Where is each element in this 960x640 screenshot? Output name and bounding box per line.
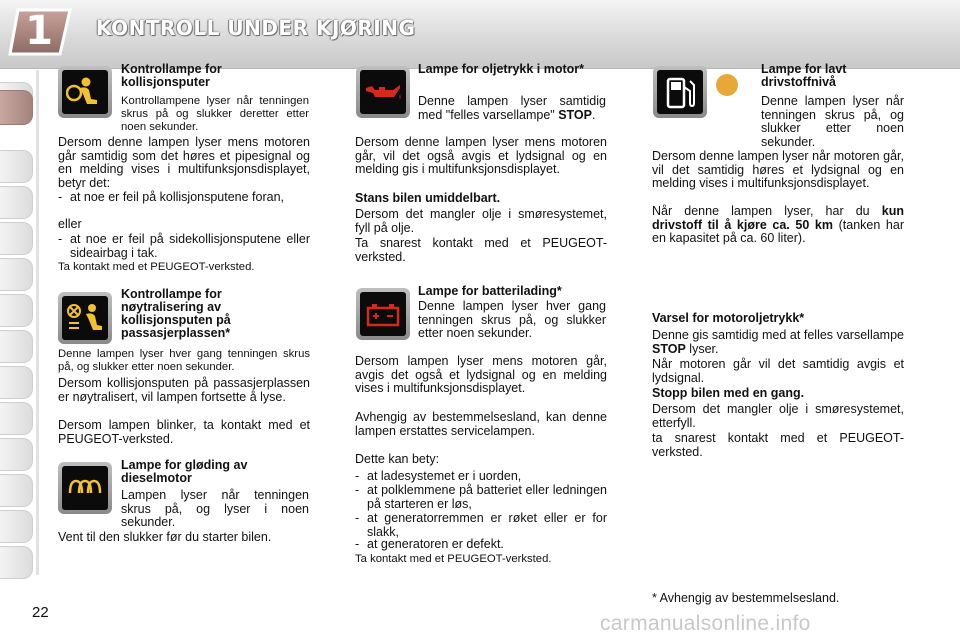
page-title: KONTROLL UNDER KJØRING (96, 16, 416, 40)
paragraph: Når motoren går vil det samtidig avgis et lydsignal. (652, 357, 904, 385)
paragraph: Dersom det mangler olje i smøresystemet, etterfyll. (652, 402, 904, 430)
footnote: * Avhengig av bestemmelsesland. (652, 591, 840, 605)
section-intro: Kontrollampene lyser når tenningen skrus på og slukker deretter etter noen sekunder. (121, 95, 309, 133)
page-number: 22 (32, 604, 49, 621)
chapter-tab[interactable] (0, 258, 33, 291)
glow-lamp-box (58, 462, 112, 514)
section-intro: Denne lampen lyser hver gang tenningen skrus på, og slukker etter noen sekunder. (418, 299, 606, 340)
chapter-tab[interactable] (0, 366, 33, 399)
chapter-tabs (0, 70, 36, 580)
bullet-item: at polklemmene på batteriet eller ledningen på starteren er løs, (367, 483, 607, 511)
section-title: Lampe for gløding av dieselmotor (121, 458, 248, 485)
section-intro: Denne lampen lyser samtidig med "felles varsellampe" STOP. (418, 94, 606, 122)
oil-pressure-icon (363, 79, 403, 105)
page-header (0, 0, 960, 69)
section-title: Varsel for motoroljetrykk* (652, 311, 805, 325)
watermark: carmanualsonline.info (600, 612, 811, 635)
bullet-item: at generatorremmen er røket eller er for slakk, (367, 511, 607, 539)
paragraph: Vent til den slukker før du starter bilen. (58, 530, 272, 544)
chapter-tab[interactable] (0, 222, 33, 255)
battery-charge-icon (365, 301, 401, 327)
paragraph: Dersom denne lampen lyser når motoren går, vil det samtidig høres et lydsignal og en melding vises i multifunksjonsdisplayet. (652, 149, 904, 190)
section-title: Kontrollampe for nøytralisering av kollisjonsputen på passasjerplassen* (121, 287, 231, 340)
paragraph: Ta kontakt med et PEUGEOT-verksted. (355, 553, 552, 565)
chapter-tab[interactable] (0, 546, 33, 579)
section-intro: Lampen lyser når tenningen skrus på, og lyser i noen sekunder. (121, 488, 309, 529)
chapter-tab[interactable] (0, 474, 33, 507)
bullet-item: at noe er feil på kollisjonsputene foran, (70, 190, 285, 204)
section-title: Lampe for batterilading* (418, 284, 562, 298)
passenger-airbag-off-icon (65, 301, 105, 335)
chapter-tab[interactable] (0, 186, 33, 219)
paragraph: Dersom lampen blinker, ta kontakt med et PEUGEOT-verksted. (58, 418, 310, 446)
paragraph: Dersom lampen lyser mens motoren går, avgis det også et lydsignal og en melding vises i multifunksjonsdisplayet. (355, 354, 607, 395)
section-title: Lampe for oljetrykk i motor* (418, 62, 585, 76)
paragraph: ta snarest kontakt med et PEUGEOT-verksted. (652, 431, 904, 459)
chapter-tab-active[interactable] (0, 90, 33, 125)
side-rail (36, 70, 39, 575)
glow-plug-icon (66, 473, 104, 503)
chapter-tab[interactable] (0, 294, 33, 327)
paragraph: Ta snarest kontakt med et PEUGEOT-verksted. (355, 236, 607, 264)
paragraph: Når denne lampen lyser, har du kun drivstoff til å kjøre ca. 50 km (tanken har en kapasitet på ca. 60 liter). (652, 204, 904, 245)
paragraph: Dette kan bety: (355, 452, 440, 466)
airbag-lamp-box (58, 66, 112, 118)
chapter-number: 1 (25, 8, 53, 54)
oil-lamp-box (356, 66, 410, 118)
chapter-tab[interactable] (0, 438, 33, 471)
chapter-tab[interactable] (0, 150, 33, 183)
bullet-item: at ladesystemet er i uorden, (367, 469, 522, 483)
paragraph: Dersom det mangler olje i smøresystemet, fyll på olje. (355, 207, 607, 235)
paragraph: Denne gis samtidig med at felles varsellampe STOP lyser. (652, 328, 904, 356)
battery-lamp-box (356, 288, 410, 340)
bullet-item: at generatoren er defekt. (367, 537, 504, 551)
section-intro: Denne lampen lyser når tenningen skrus på, og slukker etter noen sekunder. (761, 94, 904, 149)
airbag-off-lamp-box (58, 292, 112, 344)
paragraph: Avhengig av bestemmelsesland, kan denne lampen erstattes servicelampen. (355, 410, 607, 438)
section-title: Lampe for lavt drivstoffnivå (761, 62, 847, 89)
fuel-lamp-box (653, 66, 707, 118)
paragraph: Ta kontakt med et PEUGEOT-verksted. (58, 261, 255, 273)
warning-text: Stopp bilen med en gang. (652, 386, 805, 400)
amber-indicator-icon (714, 72, 740, 98)
paragraph: Dersom kollisjonsputen på passasjerplassen er nøytralisert, vil lampen fortsette å lyse. (58, 376, 310, 404)
paragraph: Dersom denne lampen lyser mens motoren går, vil det også avgis et lydsignal og en melding gis i multifunksjonsdisplayet. (355, 135, 607, 176)
low-fuel-icon (663, 73, 697, 111)
warning-text: Stans bilen umiddelbart. (355, 191, 501, 205)
chapter-tab[interactable] (0, 510, 33, 543)
section-intro: Denne lampen lyser hver gang tenningen skrus på, og slukker etter noen sekunder. (58, 348, 310, 373)
bullet-item: at noe er feil på sidekollisjonsputene eller sideairbag i tak. (70, 232, 310, 260)
section-title: Kontrollampe for kollisjonsputer (121, 62, 222, 89)
paragraph: Dersom denne lampen lyser mens motoren går samtidig som det høres et pipesignal og en melding vises i multifunksjonsdisplayet, betyr det: (58, 135, 310, 190)
airbag-warning-icon (66, 75, 104, 109)
chapter-tab[interactable] (0, 402, 33, 435)
paragraph: eller (58, 217, 82, 231)
chapter-tab[interactable] (0, 330, 33, 363)
